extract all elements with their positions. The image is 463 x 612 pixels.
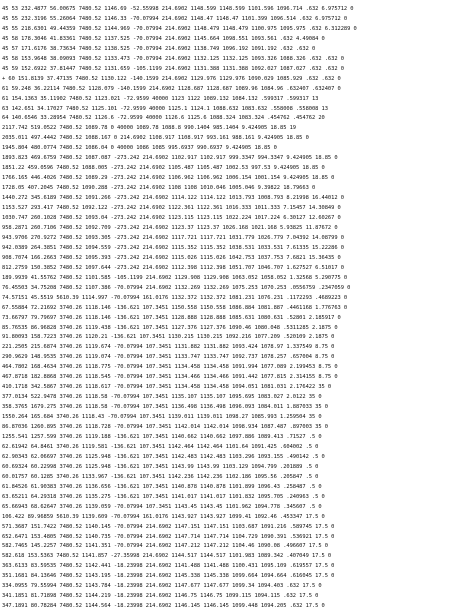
data-row: 464.7802 168.4634 3740.26 1118.775 -70.07994 107.3451 1134.458 1134.458 1091.994 1077.089 2.199453 8.75 0	[2, 364, 338, 371]
data-row: 812.2759 150.3852 7480.52 1097.644 -273.242 214.6902 1112.398 1112.398 1051.707 1046.707 1.627527 6.51017 0	[2, 264, 344, 271]
data-row: 45 58 153.9648 38.09093 7480.52 1133.473 -70.07994 214.6902 1132.125 1132.125 1093.326 1088.326 .632 .632 0	[2, 55, 344, 62]
data-row: 63 142.651 34.17027 7480.52 1125.101 -72.9599 40000 1125.1 1124.1 1088.632 1083.632 .558008 .558008 13	[2, 105, 328, 112]
data-row: 61 154.1363 35.11902 7480.52 1123.021 -72.9599 40000 1123 1122 1089.132 1084.132 .599317 .599317 13	[2, 95, 319, 102]
data-row: 908.7074 166.2663 7480.52 1095.393 -273.242 214.6902 1115.026 1115.026 1042.753 1037.753 7.6821 15.36435 0	[2, 254, 341, 261]
data-row: 67.55884 72.21692 3740.26 1118.146 -136.621 107.3451 1150.558 1150.558 1086.884 1081.887 .4461168 1.776763 0	[2, 304, 348, 311]
data-row: 2035.011 497.4442 7480.52 1088.167 0 214.6902 1108.917 1108.917 993.161 988.161 9.424905 18.85 0	[2, 135, 309, 142]
data-row: 62.61942 64.8461 3740.26 1119.581 -136.621 107.3451 1142.464 1142.464 1101.64 1091.425 .604002 .5 0	[2, 443, 319, 450]
data-row: 106.422 89.96859 5610.39 1139.609 -70.07994 161.0176 1143.927 1143.927 1099.41 1092.46 .453347 17.5 0	[2, 513, 325, 520]
data-row: 73.66797 79.79697 3740.26 1118.146 -136.621 107.3451 1128.888 1128.888 1085.631 1080.631 .52801 2.185917 0	[2, 314, 341, 321]
data-table	[2, 5, 460, 612]
data-row: 86.87036 1260.895 3740.26 1118.728 -70.07994 107.3451 1142.014 1142.014 1098.934 1087.487 .897003 35 0	[2, 424, 328, 431]
data-row: 351.1681 84.13646 7480.52 1143.195 -18.23998 214.6902 1145.338 1145.338 1099.664 1094.664 .616045 17.5 0	[2, 573, 335, 580]
data-row: 334.0955 79.55994 7480.52 1143.784 -18.23998 214.6902 1147.677 1147.677 1099.34 1094.403 .632 17.5 0	[2, 583, 322, 590]
data-row: 1550.264 165.684 3740.26 1118.43 -70.07994 107.3451 1139.011 1139.011 1098.27 1085.993 1.259504 35 0	[2, 414, 322, 421]
data-row: 45 58 178.3046 41.83361 7480.52 1137.525 -70.07994 214.6902 1145.664 1098.551 1093.561 .632 4.49084 0	[2, 35, 325, 42]
data-row: 76.45503 34.75208 7480.52 1107.386 -70.07994 214.6902 1132.269 1132.269 1075.253 1070.253 .0556759 .2347059 0	[2, 284, 351, 291]
data-row: 377.0134 522.9478 3740.26 1118.58 -70.07994 107.3451 1135.107 1135.107 1095.695 1083.027 2.0122 35 0	[2, 394, 322, 401]
data-row: 91.80093 158.7223 3740.26 1120.21 -136.621 107.3451 1130.215 1130.215 1092.216 1077.209 .520109 2.1875 0	[2, 334, 335, 341]
data-row: 341.1851 81.71898 7480.52 1144.219 -18.23998 214.6902 1146.75 1146.75 1099.115 1094.115 .632 17.5 0	[2, 593, 319, 600]
data-row: 85.76535 86.96828 3740.26 1119.438 -136.621 107.3451 1127.376 1127.376 1090.46 1080.048 .5311285 2.1875 0	[2, 324, 338, 331]
data-row: 189.9939 41.55762 7480.52 1101.585 -105.1199 214.6902 1129.908 1129.908 1063.052 1058.052 1.32568 5.290775 0	[2, 274, 348, 281]
data-row: 45 53 232.4877 56.00675 7480.52 1146.69 -52.55998 214.6902 1148.599 1148.599 1101.596 1096.714 .632 6.975712 0	[2, 6, 354, 12]
data-row: 958.2871 260.7106 7480.52 1092.709 -273.242 214.6902 1123.37 1123.37 1026.168 1021.168 5.93825 11.87672 0	[2, 224, 338, 231]
data-row: 358.3765 1679.275 3740.26 1118.58 -70.07994 107.3451 1136.498 1136.498 1096.093 1084.011 1.887033 35 0	[2, 404, 328, 411]
data-row: 1851.22 459.0596 7480.52 1088.005 -273.242 214.6902 1105.487 1105.487 1002.53 997.53 9.424905 18.85 0	[2, 165, 325, 172]
data-row: 347.1891 80.78284 7480.52 1144.564 -18.23998 214.6902 1146.145 1146.145 1099.448 1094.205 .632 17.5 0	[2, 603, 325, 610]
data-row: + 60 151.8139 37.47135 7480.52 1130.122 -140.1599 214.6902 1129.976 1129.976 1090.029 1085.929 .632 .632 0	[2, 75, 341, 82]
data-row: 45 55 218.6301 49.44359 7480.52 1144.969 -70.07994 214.6902 1148.479 1148.479 1100.975 1095.975 .632 6.312289 0	[2, 25, 357, 32]
data-row: 1728.05 407.2045 7480.52 1090.288 -273.242 214.6902 1108 1108 1010.046 1005.046 9.39822 18.79663 0	[2, 185, 316, 192]
data-row: 410.1718 342.5867 3740.26 1118.617 -70.07994 107.3451 1134.458 1134.458 1094.051 1081.031 2.176422 35 0	[2, 384, 332, 391]
data-row: 1945.804 480.0774 7480.52 1086.04 0 40000 1086 1085 995.6937 990.6937 9.424905 18.85 0	[2, 145, 277, 152]
data-row: 1153.527 293.417 7480.52 1092.122 -273.242 214.6902 1122.361 1122.361 1016.333 1011.333 7.15457 14.30849 0	[2, 205, 341, 212]
data-row: 60.69324 60.22998 3740.26 1125.948 -136.621 107.3451 1143.99 1143.99 1103.129 1094.799 .201889 .5 0	[2, 463, 319, 470]
data-row: 942.0389 264.3851 7480.52 1094.559 -273.242 214.6902 1115.352 1115.352 1038.531 1033.531 7.61335 15.22286 0	[2, 244, 344, 251]
data-row: 60.01757 60.1285 3740.26 1133.967 -136.621 107.3451 1142.236 1142.236 1102.186 1095.56 .205847 .5 0	[2, 473, 319, 480]
data-row: 45 57 171.6176 38.73634 7480.52 1138.525 -70.07994 214.6902 1138.749 1096.192 1091.192 .632 .632 0	[2, 45, 316, 52]
data-row: 1440.272 345.6189 7480.52 1091.266 -273.242 214.6902 1114.122 1114.122 1013.793 1008.793 8.21998 16.44012 0	[2, 195, 344, 202]
data-row: 2117.742 519.0522 7480.52 1089.78 0 40000 1089.78 1088.8 990.1404 985.1404 9.424905 18.85 19	[2, 125, 296, 132]
data-row: 363.6133 83.59535 7480.52 1142.441 -18.23998 214.6902 1141.488 1141.488 1100.431 1095.109 .619557 17.5 0	[2, 563, 335, 570]
data-row: 74.57151 45.5519 5610.39 1114.997 -70.07994 161.0176 1132.372 1132.372 1081.231 1076.231 .1172293 .4689223 0	[2, 294, 348, 301]
data-row: 221.2505 215.6874 3740.26 1119.674 -70.07994 107.3451 1131.882 1131.882 1093.424 1078.97 1.337549 8.75 0	[2, 344, 335, 351]
data-row: 943.9706 270.9272 7480.52 1093.305 -273.242 214.6902 1117.721 1117.721 1031.779 1026.779 7.04392 14.08799 0	[2, 234, 344, 241]
data-row: 1766.165 446.4026 7480.52 1089.29 -273.242 214.6902 1106.962 1106.962 1006.154 1001.154 9.424905 18.85 0	[2, 175, 335, 182]
data-row: 467.8718 182.8868 3740.26 1118.545 -70.07994 107.3451 1134.466 1134.466 1091.442 1077.815 2.314155 8.75 0	[2, 374, 338, 381]
data-row: 62.90343 62.06697 3740.26 1125.948 -136.621 107.3451 1142.483 1142.483 1103.296 1093.155 .490142 .5 0	[2, 453, 325, 460]
data-row: 582.7465 145.2257 7480.52 1141.351 -70.07994 214.6902 1147.212 1147.212 1104.46 1090.08 .496607 17.5 0	[2, 543, 328, 550]
data-row: 290.9629 148.9535 3740.26 1119.074 -70.07994 107.3451 1133.747 1133.747 1092.737 1078.257 .657004 8.75 0	[2, 354, 335, 361]
data-row: 64 140.6546 33.28954 7480.52 1126.6 -72.9599 40000 1126.6 1125.6 1088.324 1083.324 .454762 .454762 20	[2, 115, 325, 122]
data-row: 65.66943 68.62647 3740.26 1139.059 -70.07994 107.3451 1143.45 1143.45 1101.962 1094.778 .345607 .5 0	[2, 503, 322, 510]
data-row: 571.3687 151.7422 7480.52 1140.145 -70.07994 214.6902 1147.151 1147.151 1103.687 1091.216 .589745 17.5 0	[2, 523, 335, 530]
data-row: 1255.541 1257.599 3740.26 1119.188 -136.621 107.3451 1140.662 1140.662 1097.886 1089.413 .71527 .5 0	[2, 433, 322, 440]
data-row: 1893.823 469.6759 7480.52 1087.087 -273.242 214.6902 1102.917 1102.917 999.3347 994.3347 9.424905 18.85 0	[2, 155, 338, 162]
data-row: 652.6471 153.4805 7480.52 1140.735 -70.07994 214.6902 1147.714 1147.714 1104.729 1090.391 .536921 17.5 0	[2, 533, 335, 540]
data-row: 61 59.248 36.22114 7480.52 1128.079 -140.1599 214.6902 1128.687 1128.687 1089.96 1084.96 .632407 .632407 0	[2, 85, 341, 92]
data-row: 63.65211 64.29318 3740.26 1135.275 -136.621 107.3451 1141.017 1141.017 1101.832 1095.705 .240963 .5 0	[2, 493, 325, 500]
data-row: 45 55 232.3196 55.26064 7480.52 1146.33 -70.07994 214.6902 1148.47 1148.47 1101.399 1096.514 .632 6.975712 0	[2, 15, 348, 22]
data-row: 582.618 153.5363 7480.52 1141.857 -27.35998 214.6902 1144.517 1144.517 1101.983 1089.342 .407049 17.5 0	[2, 553, 332, 560]
data-row: 45 59 152.6922 37.81447 7480.52 1131.659 -105.1199 214.6902 1131.388 1131.388 1092.027 1087.027 .632 .632 0	[2, 65, 344, 72]
data-row: 61.84526 61.90383 3740.26 1136.656 -136.621 107.3451 1140.878 1140.878 1101.899 1096.43 .258487 .5 0	[2, 483, 322, 490]
data-row: 1030.747 260.1028 7480.52 1093.04 -273.242 214.6902 1123.115 1123.115 1022.224 1017.224 6.30127 12.60267 0	[2, 215, 341, 222]
